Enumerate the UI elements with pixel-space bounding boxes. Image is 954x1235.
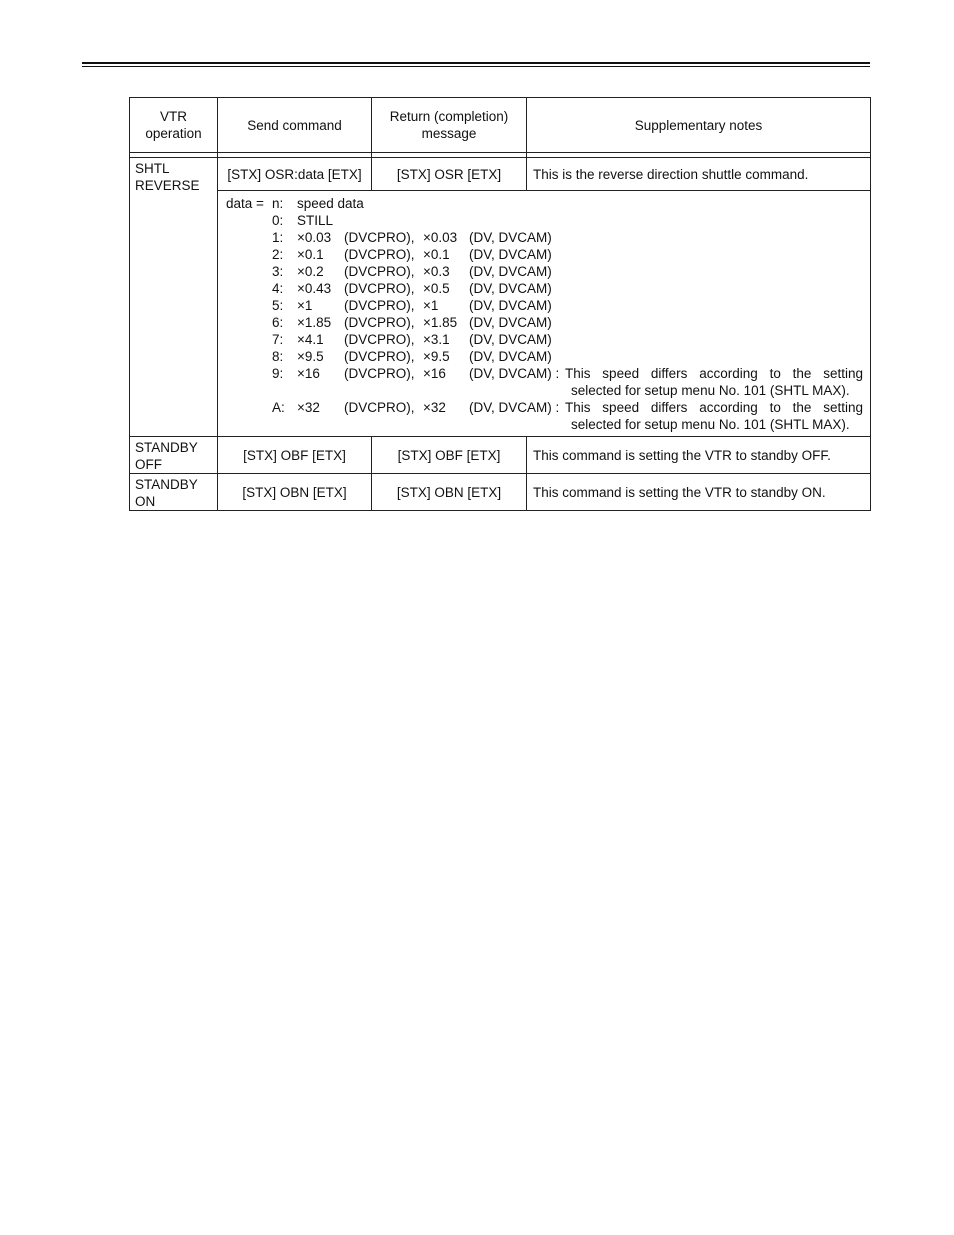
header-row: [130, 98, 871, 153]
speed-entry-note-line2: selected for setup menu No. 101 (SHTL MAX).: [571, 383, 850, 398]
speed-entry-dv-label: (DV, DVCAM): [469, 281, 552, 296]
speed-entry-dvcpro-label: (DVCPRO),: [344, 230, 415, 245]
operation-line1: STANDBY: [135, 440, 198, 455]
speed-entry-dvcpro-value: ×16: [297, 366, 320, 381]
operation-line1: STANDBY: [135, 477, 198, 492]
speed-entry-dvcpro-label: (DVCPRO),: [344, 366, 415, 381]
table-row: [130, 158, 871, 191]
speed-entry-dv-value: ×0.03: [423, 230, 458, 245]
speed-entry: [226, 263, 863, 280]
speed-entry-key: 8:: [272, 349, 284, 364]
send-command-cell: [STX] OSR:data [ETX]: [218, 158, 372, 191]
table-row: [130, 437, 871, 474]
speed-entry-key: 6:: [272, 315, 284, 330]
speed-entry: [226, 348, 863, 365]
speed-data-label: data =: [226, 196, 264, 211]
speed-entry-dv-label: (DV, DVCAM): [469, 264, 552, 279]
speed-data-text: speed data: [297, 196, 364, 211]
speed-entry-dv-value: ×9.5: [423, 349, 450, 364]
speed-entry: [226, 399, 863, 416]
speed-entry-note: This speed differs according to the setting: [565, 366, 863, 381]
speed-entry-dv-label: (DV, DVCAM) :: [469, 400, 560, 415]
speed-entry-indent: [226, 297, 272, 314]
speed-entry-dv-value: ×1.85: [423, 315, 458, 330]
vtr-command-table: [129, 97, 871, 511]
speed-entry-key: 4:: [272, 281, 284, 296]
header-op-line2: operation: [145, 126, 202, 141]
header-ret-line1: Return (completion): [389, 109, 509, 124]
speed-entry-dvcpro-value: ×0.2: [297, 264, 324, 279]
speed-entry-dvcpro-value: ×0.1: [297, 247, 324, 262]
header-vtr-operation: [130, 98, 218, 153]
speed-data-key: n:: [272, 196, 284, 211]
header-send-command: Send command: [218, 98, 372, 153]
speed-entry-note-cont: [226, 416, 863, 433]
speed-entry-dv-value: ×16: [423, 366, 446, 381]
speed-data-intro: [226, 195, 863, 212]
speed-entry-note-cont: [226, 382, 863, 399]
speed-entry-indent: [226, 314, 272, 331]
speed-entry-indent: [226, 365, 272, 382]
speed-entry-dvcpro-value: STILL: [297, 213, 334, 228]
header-op-line1: VTR: [160, 109, 187, 124]
note-cell: This command is setting the VTR to standby OFF.: [527, 437, 871, 474]
speed-entry-dvcpro-label: (DVCPRO),: [344, 298, 415, 313]
send-command-cell: [STX] OBN [ETX]: [218, 474, 372, 511]
speed-entry-dv-label: (DV, DVCAM): [469, 298, 552, 313]
speed-entry-dv-value: ×3.1: [423, 332, 450, 347]
speed-entry-indent: [226, 229, 272, 246]
speed-entry: [226, 365, 863, 382]
speed-entry-key: 3:: [272, 264, 284, 279]
speed-entry-indent: [226, 280, 272, 297]
note-cell: This is the reverse direction shuttle command.: [527, 158, 871, 191]
speed-entry-dv-value: ×1: [423, 298, 439, 313]
speed-entry-dvcpro-label: (DVCPRO),: [344, 349, 415, 364]
speed-entry: [226, 229, 863, 246]
speed-entry-dvcpro-value: ×4.1: [297, 332, 324, 347]
speed-entry-key: 0:: [272, 213, 284, 228]
speed-entry: [226, 314, 863, 331]
speed-entry-dvcpro-label: (DVCPRO),: [344, 264, 415, 279]
speed-entry-indent: [226, 399, 272, 416]
speed-entry-dvcpro-label: (DVCPRO),: [344, 400, 415, 415]
operation-line1: SHTL: [135, 161, 170, 176]
speed-entries: [226, 212, 863, 433]
speed-entry-dv-value: ×0.1: [423, 247, 450, 262]
speed-entry-dv-label: (DV, DVCAM): [469, 230, 552, 245]
speed-entry-dv-label: (DV, DVCAM): [469, 247, 552, 262]
speed-entry-indent: [226, 212, 272, 229]
speed-entry-dv-value: ×0.5: [423, 281, 450, 296]
top-rule-thick: [82, 62, 870, 64]
speed-entry-dvcpro-label: (DVCPRO),: [344, 281, 415, 296]
speed-entry-key: 5:: [272, 298, 284, 313]
operation-line2: ON: [135, 494, 156, 509]
speed-entry-dvcpro-value: ×9.5: [297, 349, 324, 364]
operation-line2: REVERSE: [135, 178, 200, 193]
speed-entry: [226, 331, 863, 348]
speed-data-row: [130, 191, 871, 437]
speed-entry-dv-label: (DV, DVCAM): [469, 332, 552, 347]
speed-entry-dvcpro-label: (DVCPRO),: [344, 315, 415, 330]
speed-entry-key: 2:: [272, 247, 284, 262]
operation-cell: [130, 474, 218, 511]
speed-entry-dv-label: (DV, DVCAM): [469, 315, 552, 330]
speed-entry: [226, 297, 863, 314]
return-message-cell: [STX] OBN [ETX]: [372, 474, 527, 511]
speed-entry: [226, 212, 863, 229]
header-supplementary-notes: Supplementary notes: [527, 98, 871, 153]
speed-data-cell: [218, 191, 871, 437]
operation-line2: OFF: [135, 457, 162, 472]
speed-entry-dvcpro-value: ×0.03: [297, 230, 332, 245]
speed-entry-key: 7:: [272, 332, 284, 347]
speed-entry-key: 9:: [272, 366, 284, 381]
speed-entry-dvcpro-label: (DVCPRO),: [344, 332, 415, 347]
speed-entry-indent: [226, 263, 272, 280]
header-return-message: [372, 98, 527, 153]
return-message-cell: [STX] OSR [ETX]: [372, 158, 527, 191]
speed-entry-note-line2: selected for setup menu No. 101 (SHTL MAX).: [571, 417, 850, 432]
speed-entry-dvcpro-value: ×1: [297, 298, 313, 313]
speed-entry-dv-label: (DV, DVCAM) :: [469, 366, 560, 381]
operation-cell: [130, 158, 218, 437]
speed-entry-dvcpro-value: ×32: [297, 400, 320, 415]
top-rule-thin: [82, 66, 870, 67]
table-row: [130, 474, 871, 511]
note-cell: This command is setting the VTR to standby ON.: [527, 474, 871, 511]
speed-entry-dvcpro-label: [344, 212, 423, 229]
speed-entry: [226, 280, 863, 297]
speed-entry-indent: [226, 246, 272, 263]
speed-entry-note: This speed differs according to the setting: [565, 400, 863, 415]
speed-entry-dv-value: ×0.3: [423, 264, 450, 279]
speed-entry-dvcpro-value: ×1.85: [297, 315, 332, 330]
speed-entry-dv-label: [469, 212, 565, 229]
operation-cell: [130, 437, 218, 474]
send-command-cell: [STX] OBF [ETX]: [218, 437, 372, 474]
speed-entry-key: A:: [272, 400, 285, 415]
speed-entry-indent: [226, 348, 272, 365]
speed-entry-key: 1:: [272, 230, 284, 245]
speed-entry-indent: [226, 331, 272, 348]
speed-entry: [226, 246, 863, 263]
speed-entry-dvcpro-value: ×0.43: [297, 281, 332, 296]
speed-entry-dv-value: ×32: [423, 400, 446, 415]
speed-entry-dvcpro-label: (DVCPRO),: [344, 247, 415, 262]
speed-entry-dv-value: [423, 212, 469, 229]
speed-entry-dv-label: (DV, DVCAM): [469, 349, 552, 364]
header-ret-line2: message: [421, 126, 477, 141]
return-message-cell: [STX] OBF [ETX]: [372, 437, 527, 474]
